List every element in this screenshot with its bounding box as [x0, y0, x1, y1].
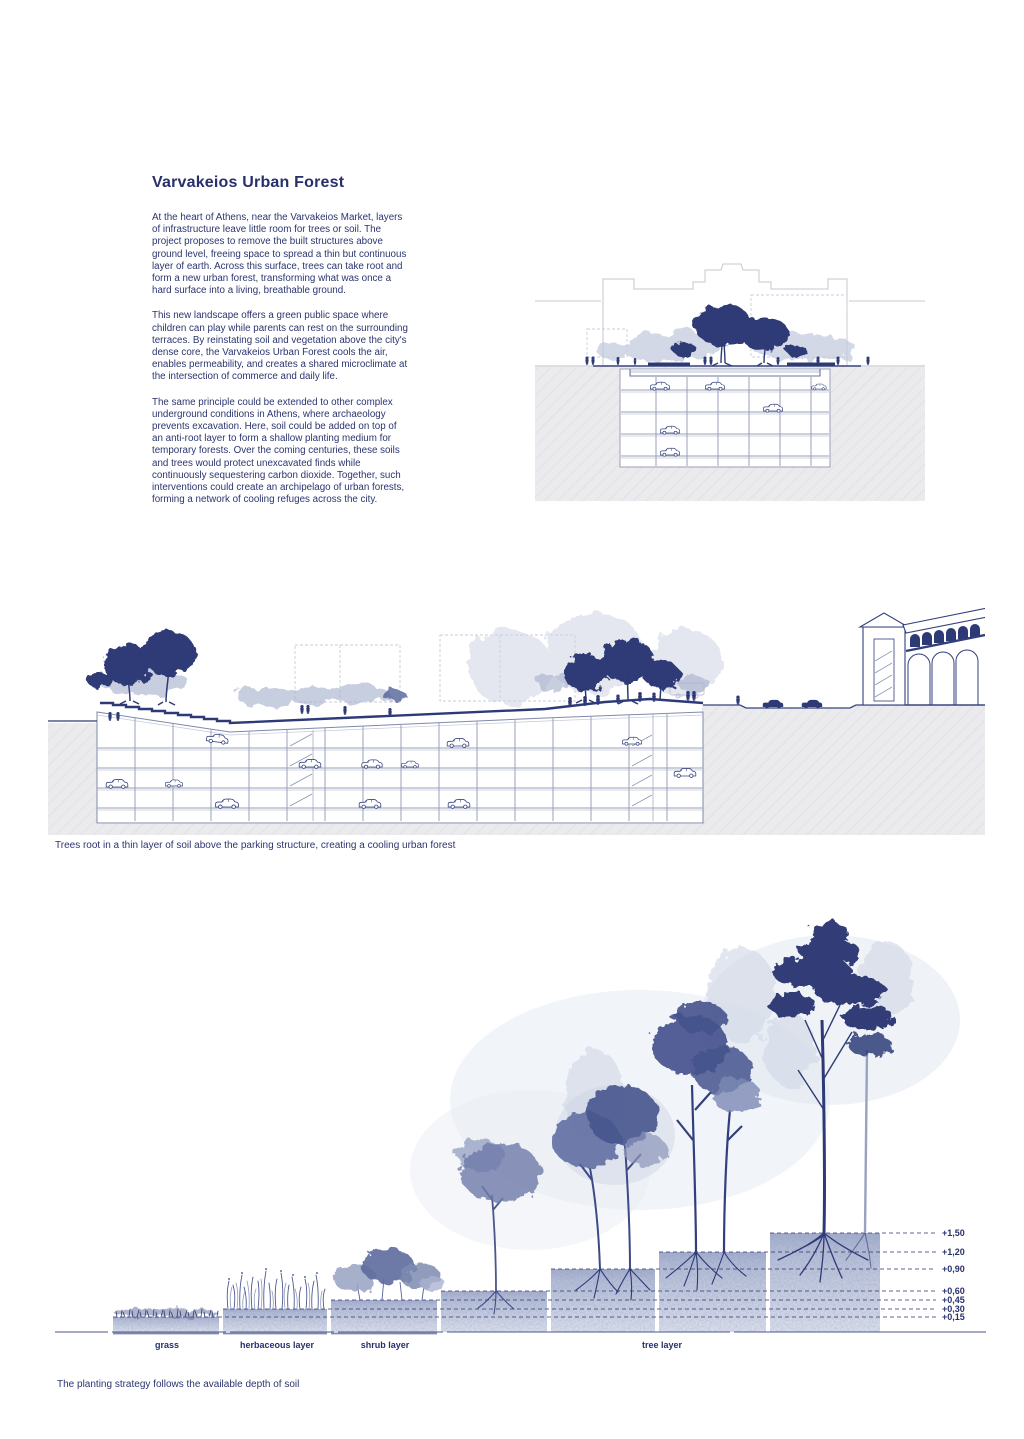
soil-box-grass	[113, 1317, 219, 1332]
layer-labels	[155, 1340, 683, 1350]
herbaceous-layer	[227, 1268, 325, 1309]
arcade	[908, 650, 978, 705]
layer-label: tree layer	[641, 1340, 683, 1350]
dark-shrub	[383, 690, 407, 702]
elevation-label: +0,15	[942, 1312, 965, 1322]
elevation-label: +1,20	[942, 1247, 965, 1257]
elevation-label: +0,90	[942, 1264, 965, 1274]
car-icon	[763, 700, 783, 709]
intro-paragraph: This new landscape offers a green public space where children can play while parents can rest on the surrounding terraces. By reinstating soil and vegetation above the city's dense core, the Varvakeios Urban Forest cools the air, enables permeability, and creates a shared microclimate at the intersection of commerce and daily life.	[152, 310, 408, 383]
page-title: Varvakeios Urban Forest	[152, 174, 345, 191]
market-building	[860, 608, 985, 705]
soil-box-shrub	[331, 1300, 437, 1332]
paving-strip	[648, 363, 690, 366]
intro-paragraph: The same principle could be extended to other complex underground conditions in Athens, where archaeology prevents excavation. Here, soil could be added on top of an anti-root layer to form a shallow planting medium for temporary forests. Over the coming centuries, these soils and trees would protect unexcavated finds while continuously sequestering carbon dioxide. Together, such interventions could create an archipelago of urban forests, forming a network of cooling refuges across the city.	[152, 396, 405, 506]
layer-label: shrub layer	[360, 1340, 410, 1350]
grass-layer	[114, 1309, 218, 1318]
figure-market-section	[40, 595, 985, 840]
car-icon	[802, 700, 822, 709]
layer-label: herbaceous layer	[239, 1340, 315, 1350]
paving-strip	[787, 363, 835, 366]
elevation-label: +1,50	[942, 1228, 965, 1238]
planting-caption: The planting strategy follows the available depth of soil	[57, 1379, 300, 1390]
section-caption: Trees root in a thin layer of soil above the parking structure, creating a cooling urban forest	[55, 840, 456, 851]
elevation-label: +0,60	[942, 1286, 965, 1296]
elevation-label: +0,45	[942, 1295, 965, 1305]
figure-planting-strategy	[30, 910, 1010, 1370]
soil-box-herbaceous	[223, 1309, 327, 1332]
intro-paragraph: At the heart of Athens, near the Varvakeios Market, layers of infrastructure leave little room for trees or soil. The project proposes to remove the built structures above ground level, freeing space to spread a thin but continuous layer of earth. Across this surface, trees can take root and form a new urban forest, transforming what was once a hard surface into a living, breathable ground.	[152, 212, 407, 297]
intro-text-block	[152, 174, 408, 519]
soil-tray	[630, 369, 820, 373]
parking-structure	[97, 712, 703, 823]
shrub-layer	[333, 1248, 445, 1300]
street-cars	[763, 700, 822, 709]
soil-box-tree-3	[659, 1252, 766, 1332]
elevation-label: +0,30	[942, 1304, 965, 1314]
figure-square-section	[535, 255, 925, 505]
layer-label: grass	[154, 1340, 180, 1350]
underground-parking	[620, 369, 830, 467]
ground-baseline	[55, 1332, 986, 1334]
elevation-labels	[942, 1228, 965, 1322]
